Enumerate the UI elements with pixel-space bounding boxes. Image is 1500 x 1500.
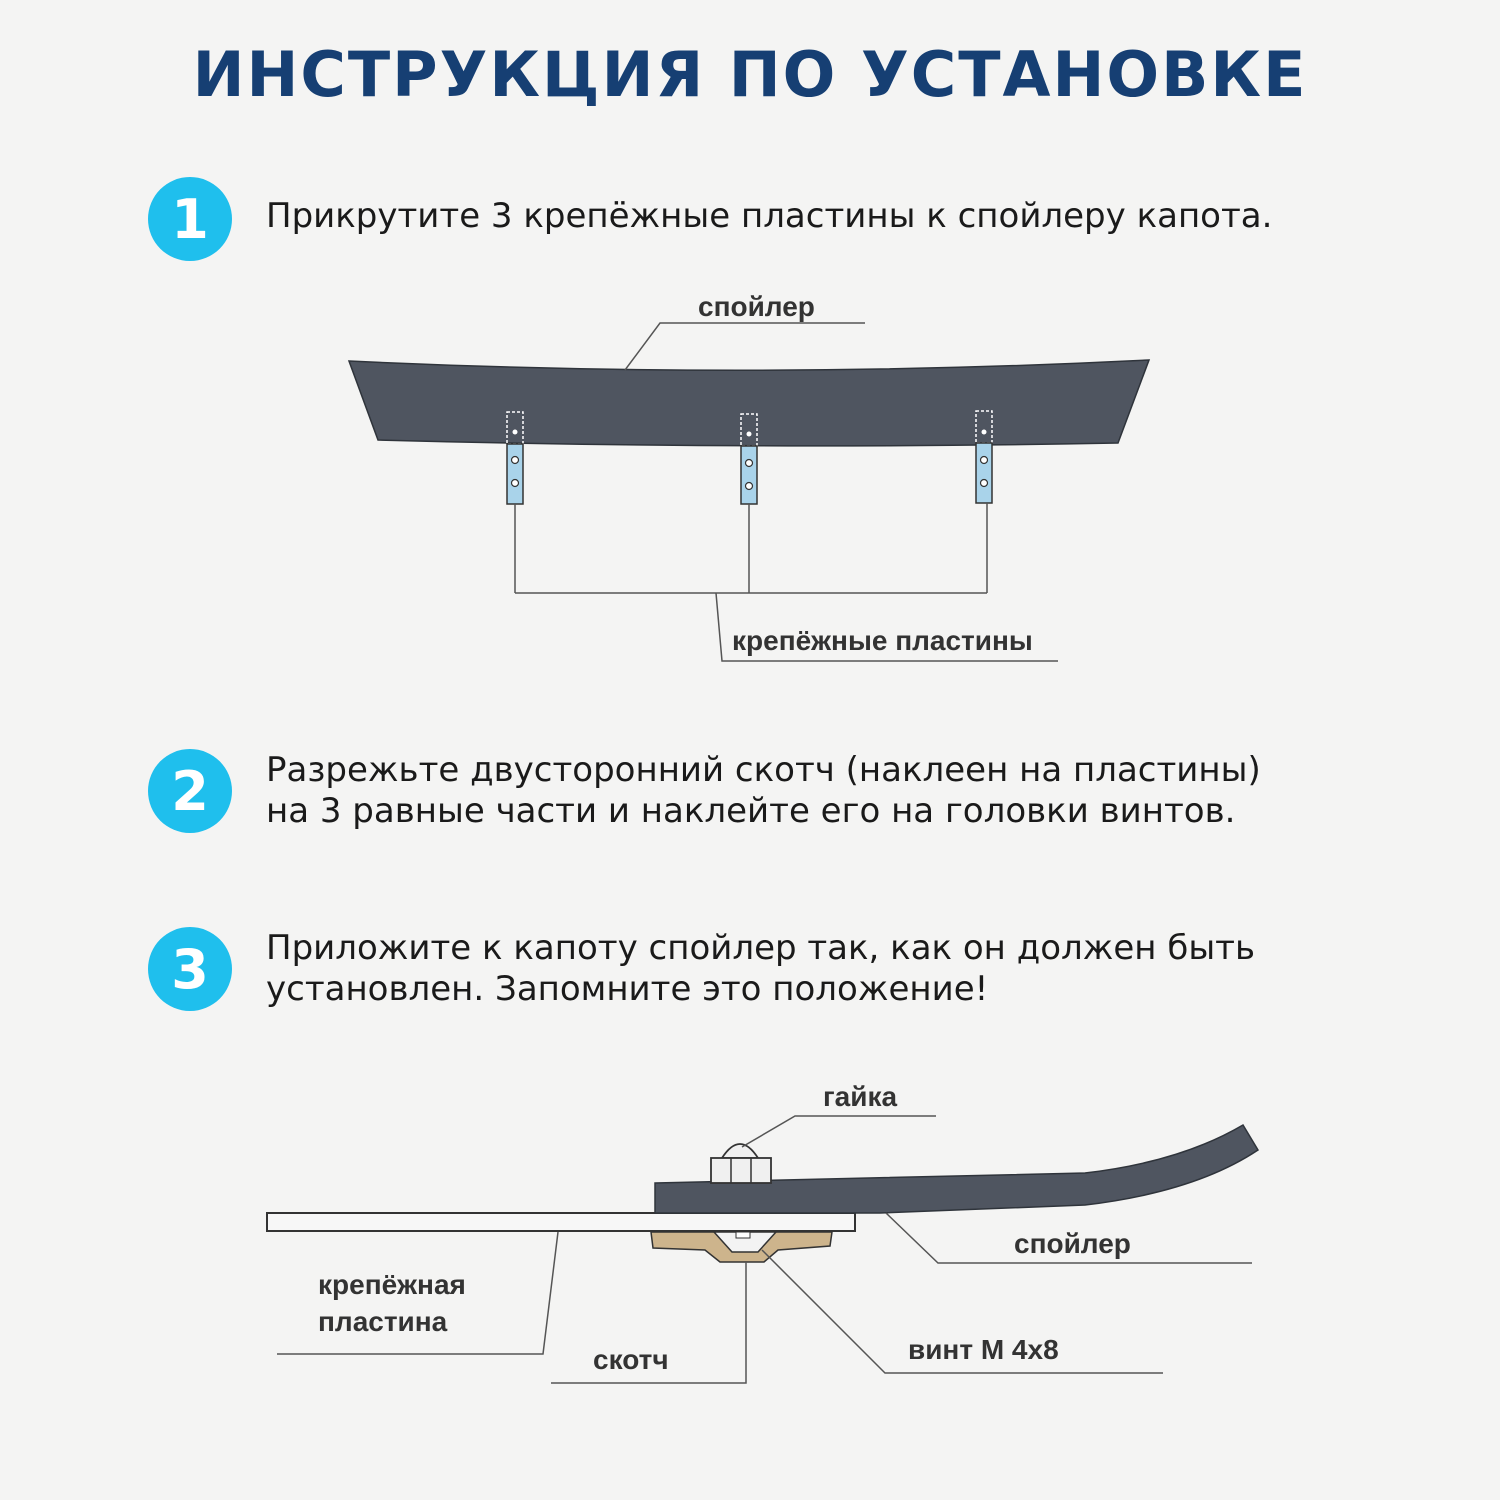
top-diagram: [349, 291, 1149, 661]
spoiler-label: спойлер: [698, 291, 815, 322]
step-3-line-2: установлен. Запомните это положение!: [266, 969, 989, 1009]
cross-section-plate: [267, 1213, 855, 1231]
plate-label-line-2: пластина: [318, 1306, 448, 1337]
screw-label: винт М 4х8: [908, 1334, 1059, 1365]
step-2-line-1: Разрежьте двусторонний скотч (наклеен на пластины): [266, 750, 1261, 790]
nut-label: гайка: [823, 1081, 898, 1112]
bottom-diagram: [267, 1081, 1258, 1383]
step-1-line-1: Прикрутите 3 крепёжные пластины к спойлеру капота.: [266, 196, 1273, 236]
step-2-badge: 2: [148, 749, 232, 833]
tape-label: скотч: [593, 1344, 669, 1375]
step-3-badge: 3: [148, 927, 232, 1011]
cross-section-spoiler-label: спойлер: [1014, 1228, 1131, 1259]
plate-label-line-1: крепёжная: [318, 1269, 466, 1300]
step-2-line-2: на 3 равные части и наклейте его на головки винтов.: [266, 791, 1236, 831]
plates-label: крепёжные пластины: [732, 625, 1033, 656]
page-title: ИНСТРУКЦИЯ ПО УСТАНОВКЕ: [192, 38, 1308, 111]
nut-icon: [711, 1144, 771, 1183]
step-3-line-1: Приложите к капоту спойлер так, как он должен быть: [266, 928, 1256, 968]
spoiler-leader-line: [625, 323, 865, 370]
step-1-badge: 1: [148, 177, 232, 261]
